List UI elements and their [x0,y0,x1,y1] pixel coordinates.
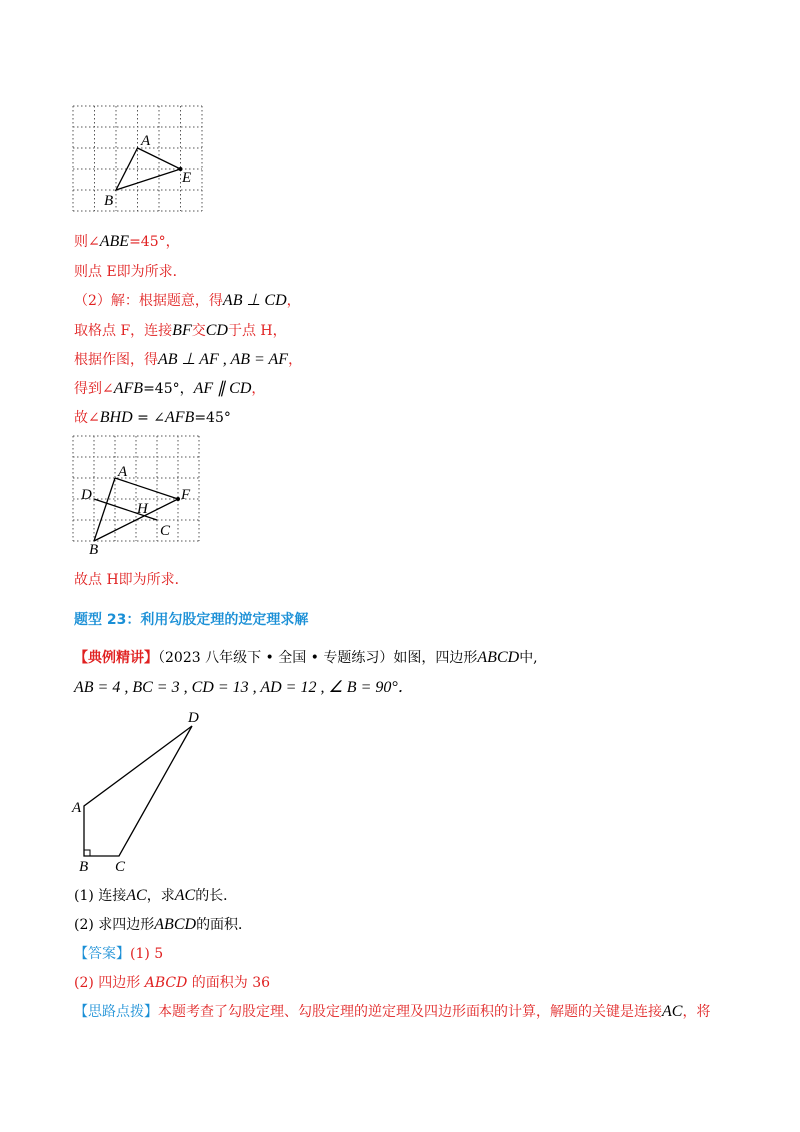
solution-line-2: 则点 E即为所求． [74,264,187,280]
label-a: A [72,800,82,816]
point-f [176,497,180,501]
section-heading: 题型 23：利用勾股定理的逆定理求解 [74,612,309,628]
label-c: C [160,523,171,539]
solution-line-4: 取格点 F，连接BF交CD于点 H， [74,322,287,339]
solution-line-7: 故∠BHD = ∠AFB=45° [74,409,231,426]
segment-af [115,478,178,499]
solution-line-8: 故点 H即为所求． [74,572,189,588]
example-intro: 【典例精讲】（2023 八年级下 • 全国 • 专题练习）如图，四边形ABCD中, [74,649,538,666]
question-1: (1) 连接AC，求AC的长． [74,887,238,904]
label-h: H [137,501,148,517]
label-d: D [188,710,199,726]
answer-line-2: (2) 四边形 ABCD 的面积为 36 [74,975,271,991]
label-f: F [181,487,191,503]
label-d: D [81,487,92,503]
quadrilateral-abcd [84,726,192,856]
grid-lines [73,106,202,211]
right-angle-mark-b [84,850,90,856]
label-a: A [141,133,151,149]
solution-line-6: 得到∠AFB=45°，AF ∥ CD， [74,380,266,397]
figure-grid-point-h [73,436,203,556]
solution-line-3: （2）解：根据题意，得AB ⊥ CD， [74,292,301,309]
label-e: E [182,170,192,186]
label-b: B [104,193,114,209]
figure-grid-triangle-abe [73,106,203,214]
question-2: (2) 求四边形ABCD的面积． [74,916,253,933]
answer-line-1: 【答案】(1) 5 [74,946,164,962]
label-b: B [79,859,89,875]
solution-line-5: 根据作图，得AB ⊥ AF , AB = AF， [74,351,303,368]
label-b: B [89,542,99,558]
example-conditions: AB = 4 , BC = 3 , CD = 13 , AD = 12 , ∠ B = 90°． [74,679,414,696]
hint-line: 【思路点拨】本题考查了勾股定理、勾股定理的逆定理及四边形面积的计算，解题的关键是连接AC，将 [74,1003,711,1020]
label-c: C [115,859,126,875]
figure-quadrilateral-abcd [70,708,210,873]
label-a: A [118,464,128,480]
solution-line-1: 则∠ABE=45°， [74,233,180,250]
